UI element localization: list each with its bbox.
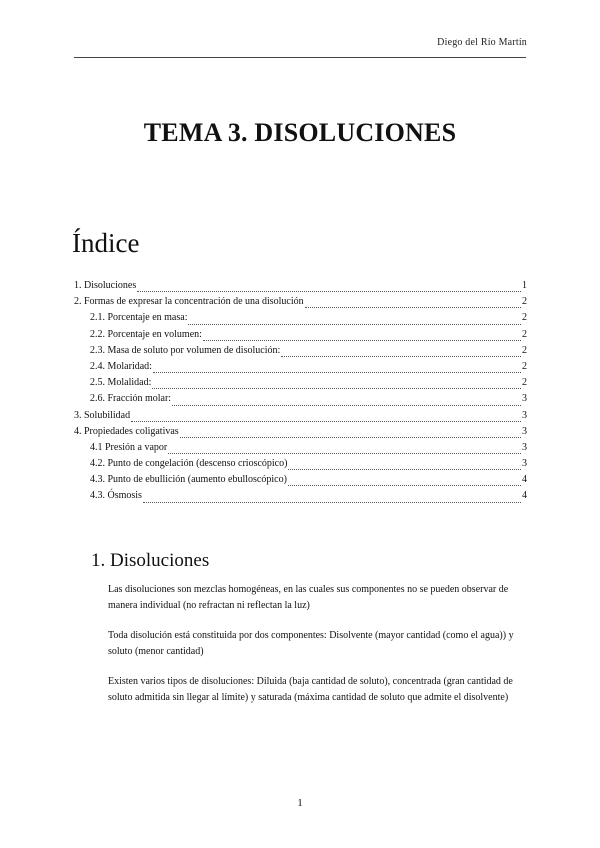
toc-leader-dots: [281, 355, 521, 357]
table-of-contents: [74, 280, 527, 507]
toc-leader-dots: [172, 404, 521, 406]
toc-entry-label: 4.3. Punto de ebullición (aumento ebulloscópico): [90, 474, 287, 486]
toc-entry-fraccion-molar[interactable]: [74, 393, 527, 409]
toc-entry-punto-congelacion[interactable]: [74, 458, 527, 474]
toc-entry-page: 4: [522, 474, 527, 486]
toc-leader-dots: [203, 339, 521, 341]
toc-entry-page: 3: [522, 409, 527, 421]
toc-leader-dots: [288, 468, 521, 470]
toc-leader-dots: [152, 387, 521, 389]
toc-entry-label: 2.3. Masa de soluto por volumen de disolución:: [90, 344, 281, 356]
page-number: 1: [297, 797, 303, 809]
toc-entry-label: 2.1. Porcentaje en masa:: [90, 312, 188, 324]
toc-entry-page: 1: [522, 280, 527, 291]
toc-leader-dots: [153, 371, 521, 373]
toc-entry-page: 2: [522, 312, 527, 324]
toc-leader-dots: [143, 501, 521, 503]
toc-leader-dots: [288, 484, 521, 486]
toc-entry-label: 4.2. Punto de congelación (descenso crioscópico): [90, 458, 288, 470]
paragraph: Toda disolución está constituida por dos componentes: Disolvente (mayor cantidad (como el agua)) y soluto (menor cantidad): [108, 630, 514, 657]
toc-entry-propiedades-coligativas[interactable]: [74, 426, 527, 442]
toc-entry-presion-vapor[interactable]: [74, 442, 527, 458]
toc-entry-page: 3: [522, 393, 527, 405]
toc-entry-label: 2.4. Molaridad:: [90, 360, 152, 372]
header-divider: [74, 57, 526, 58]
toc-leader-dots: [168, 452, 521, 454]
toc-entry-label: 2. Formas de expresar la concentración de una disolución: [74, 296, 304, 308]
toc-entry-label: 1. Disoluciones: [74, 280, 137, 291]
toc-entry-page: 2: [522, 328, 527, 340]
toc-entry-label: 4.1 Presión a vapor: [90, 441, 168, 453]
toc-entry-page: 2: [522, 360, 527, 372]
toc-entry-punto-ebullicion[interactable]: [74, 474, 527, 490]
toc-entry-label: 2.5. Molalidad:: [90, 377, 152, 389]
toc-entry-solubilidad[interactable]: [74, 410, 527, 426]
toc-entry-masa-soluto-volumen[interactable]: [74, 345, 527, 361]
toc-entry-porcentaje-masa[interactable]: [74, 312, 527, 328]
toc-entry-label: 2.2. Porcentaje en volumen:: [90, 328, 202, 340]
toc-entry-molalidad[interactable]: [74, 377, 527, 393]
toc-entry-page: 2: [522, 377, 527, 389]
document-title: TEMA 3. DISOLUCIONES: [143, 118, 457, 147]
toc-leader-dots: [137, 290, 521, 292]
toc-entry-page: 2: [522, 344, 527, 356]
toc-entry-label: 2.6. Fracción molar:: [90, 393, 172, 405]
toc-leader-dots: [180, 436, 521, 438]
toc-entry-page: 3: [522, 458, 527, 470]
toc-heading: Índice: [72, 228, 140, 258]
toc-entry-molaridad[interactable]: [74, 361, 527, 377]
paragraph: Existen varios tipos de disoluciones: Diluida (baja cantidad de soluto), concentrada (gran cantidad de soluto admitida sin llegar al límite) y saturada (máxima cantidad de soluto que admite el disolvente): [108, 676, 513, 703]
toc-entry-label: 4. Propiedades coligativas: [74, 425, 179, 437]
toc-entry-page: 4: [522, 490, 527, 502]
toc-entry-page: 3: [522, 441, 527, 453]
section-heading-disoluciones: 1. Disoluciones: [91, 550, 210, 571]
toc-entry-page: 2: [522, 296, 527, 308]
toc-leader-dots: [188, 323, 521, 325]
toc-entry-porcentaje-volumen[interactable]: [74, 329, 527, 345]
toc-entry-disoluciones[interactable]: [74, 280, 527, 296]
toc-entry-label: 4.3. Ósmosis: [90, 490, 142, 502]
toc-entry-osmosis[interactable]: [74, 490, 527, 506]
header-author: Diego del Río Martín: [437, 37, 527, 48]
section-body: [108, 582, 526, 721]
toc-entry-page: 3: [522, 425, 527, 437]
toc-entry-formas-concentracion[interactable]: [74, 296, 527, 312]
paragraph: Las disoluciones son mezclas homogéneas, en las cuales sus componentes no se pueden observar de manera individual (no refractan ni reflectan la luz): [108, 584, 509, 611]
toc-entry-label: 3. Solubilidad: [74, 409, 131, 421]
toc-leader-dots: [131, 420, 521, 422]
toc-leader-dots: [305, 306, 521, 308]
